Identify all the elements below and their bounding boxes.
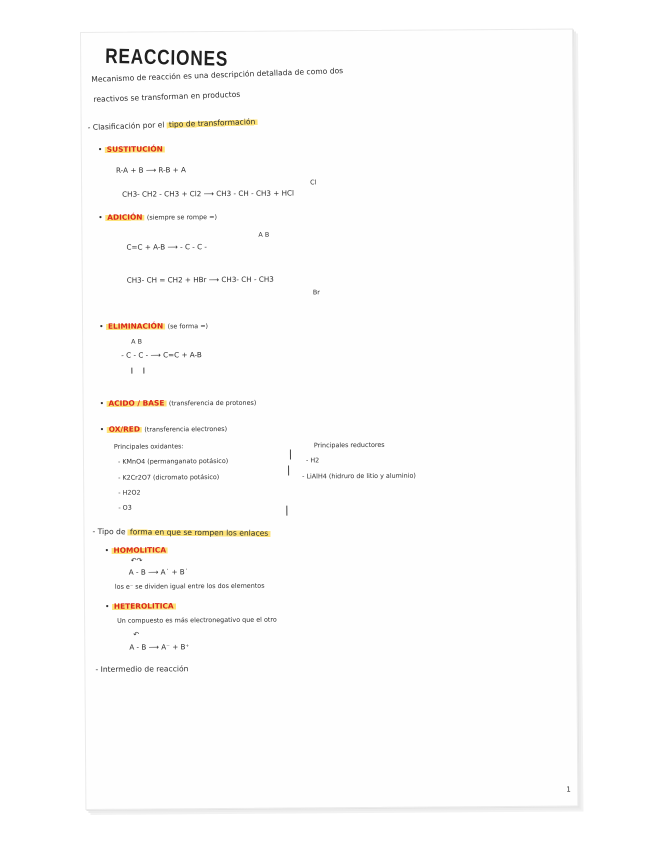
column-divider	[288, 466, 289, 476]
reductores-title: Principales reductores	[313, 440, 385, 450]
homolitica-bullet: • HOMOLITICA	[104, 545, 167, 555]
eliminacion-bullet: • ELIMINACIÓN (se forma =)	[99, 321, 209, 331]
eliminacion-heading: ELIMINACIÓN	[107, 321, 164, 331]
column-divider	[286, 506, 287, 516]
bond-mark	[143, 368, 144, 374]
adicion-equation-1: C=C + A-B ⟶ - C - C -	[126, 242, 208, 252]
heterolitica-heading: HETEROLITICA	[113, 601, 174, 611]
column-divider	[290, 450, 291, 460]
oxidante-item: - KMnO4 (permanganato potásico)	[117, 456, 229, 466]
eliminacion-equation-top: A B	[131, 337, 142, 346]
oxred-note: (transferencia electrones)	[144, 424, 228, 434]
forma-line	[92, 527, 270, 538]
eliminacion-note: (se forma =)	[167, 322, 209, 331]
notebook-page	[80, 29, 578, 810]
oxidante-item: - O3	[118, 503, 132, 512]
oxidantes-title: Principales oxidantes:	[113, 442, 184, 451]
sustitucion-heading: SUSTITUCIÓN	[106, 144, 163, 154]
heterolitica-note: Un compuesto es más electronegativo que el otro	[117, 615, 277, 625]
eliminacion-equation: - C - C - ⟶ C=C + A-B	[121, 350, 202, 360]
adicion-bullet: • ADICIÓN (siempre se rompe =)	[98, 212, 217, 222]
clasificacion-line	[88, 117, 258, 132]
adicion-note: (siempre se rompe =)	[146, 213, 217, 222]
adicion-equation-2-substituent: Br	[312, 288, 320, 297]
sustitucion-equation-2-substituent: Cl	[310, 178, 317, 187]
sustitucion-equation-2: CH3- CH2 - CH3 + Cl2 ⟶ CH3 - CH - CH3 + HCl	[122, 188, 295, 199]
curved-arrows-icon: ↶↷	[130, 556, 143, 565]
adicion-equation-1-top: A B	[258, 230, 270, 239]
oxidante-item: - K2Cr2O7 (dicromato potásico)	[118, 473, 220, 482]
oxred-bullet: • OX/RED (transferencia electrones)	[99, 424, 228, 434]
homolitica-heading: HOMOLITICA	[113, 545, 167, 555]
page-number: 1	[566, 785, 571, 794]
intermedio-line: - Intermedio de reacción	[95, 664, 189, 674]
intro-line-2: reactivos se transforman en productos	[93, 89, 241, 104]
clasificacion-prefix: - Clasificación por el	[87, 120, 165, 132]
sustitucion-equation-1: R-A + B ⟶ R-B + A	[115, 165, 186, 175]
acido-bullet: • ACIDO / BASE (transferencia de protones)	[99, 398, 257, 408]
page-title: REACCIONES	[105, 44, 229, 71]
forma-prefix: - Tipo de	[92, 526, 126, 537]
acido-heading: ACIDO / BASE	[108, 398, 165, 408]
adicion-equation-2: CH3- CH = CH2 + HBr ⟶ CH3- CH - CH3	[126, 274, 274, 285]
homolitica-note: los e⁻ se dividen igual entre los dos elementos	[114, 581, 265, 591]
acido-note: (transferencia de protones)	[168, 398, 257, 408]
reductor-item: - LiAlH4 (hidruro de litio y aluminio)	[302, 471, 416, 481]
heterolitica-equation: A - B ⟶ A⁻ + B⁺	[129, 642, 190, 652]
intro-line-1: Mecanismo de reacción es una descripción detallada de como dos	[91, 66, 344, 84]
bond-mark	[131, 368, 132, 374]
clasificacion-highlight: tipo de transformación	[168, 117, 256, 130]
forma-highlight: forma en que se rompen los enlaces	[129, 527, 269, 538]
reductor-item: - H2	[305, 456, 320, 465]
sustitucion-bullet: • SUSTITUCIÓN	[97, 144, 163, 154]
oxidante-item: - H2O2	[118, 488, 141, 497]
curved-arrow-icon: ↶	[133, 630, 140, 639]
heterolitica-bullet: • HETEROLITICA	[104, 601, 174, 611]
homolitica-equation: A - B ⟶ A˙ + B˙	[128, 567, 189, 577]
oxred-heading: OX/RED	[108, 424, 141, 434]
adicion-heading: ADICIÓN	[107, 212, 143, 222]
